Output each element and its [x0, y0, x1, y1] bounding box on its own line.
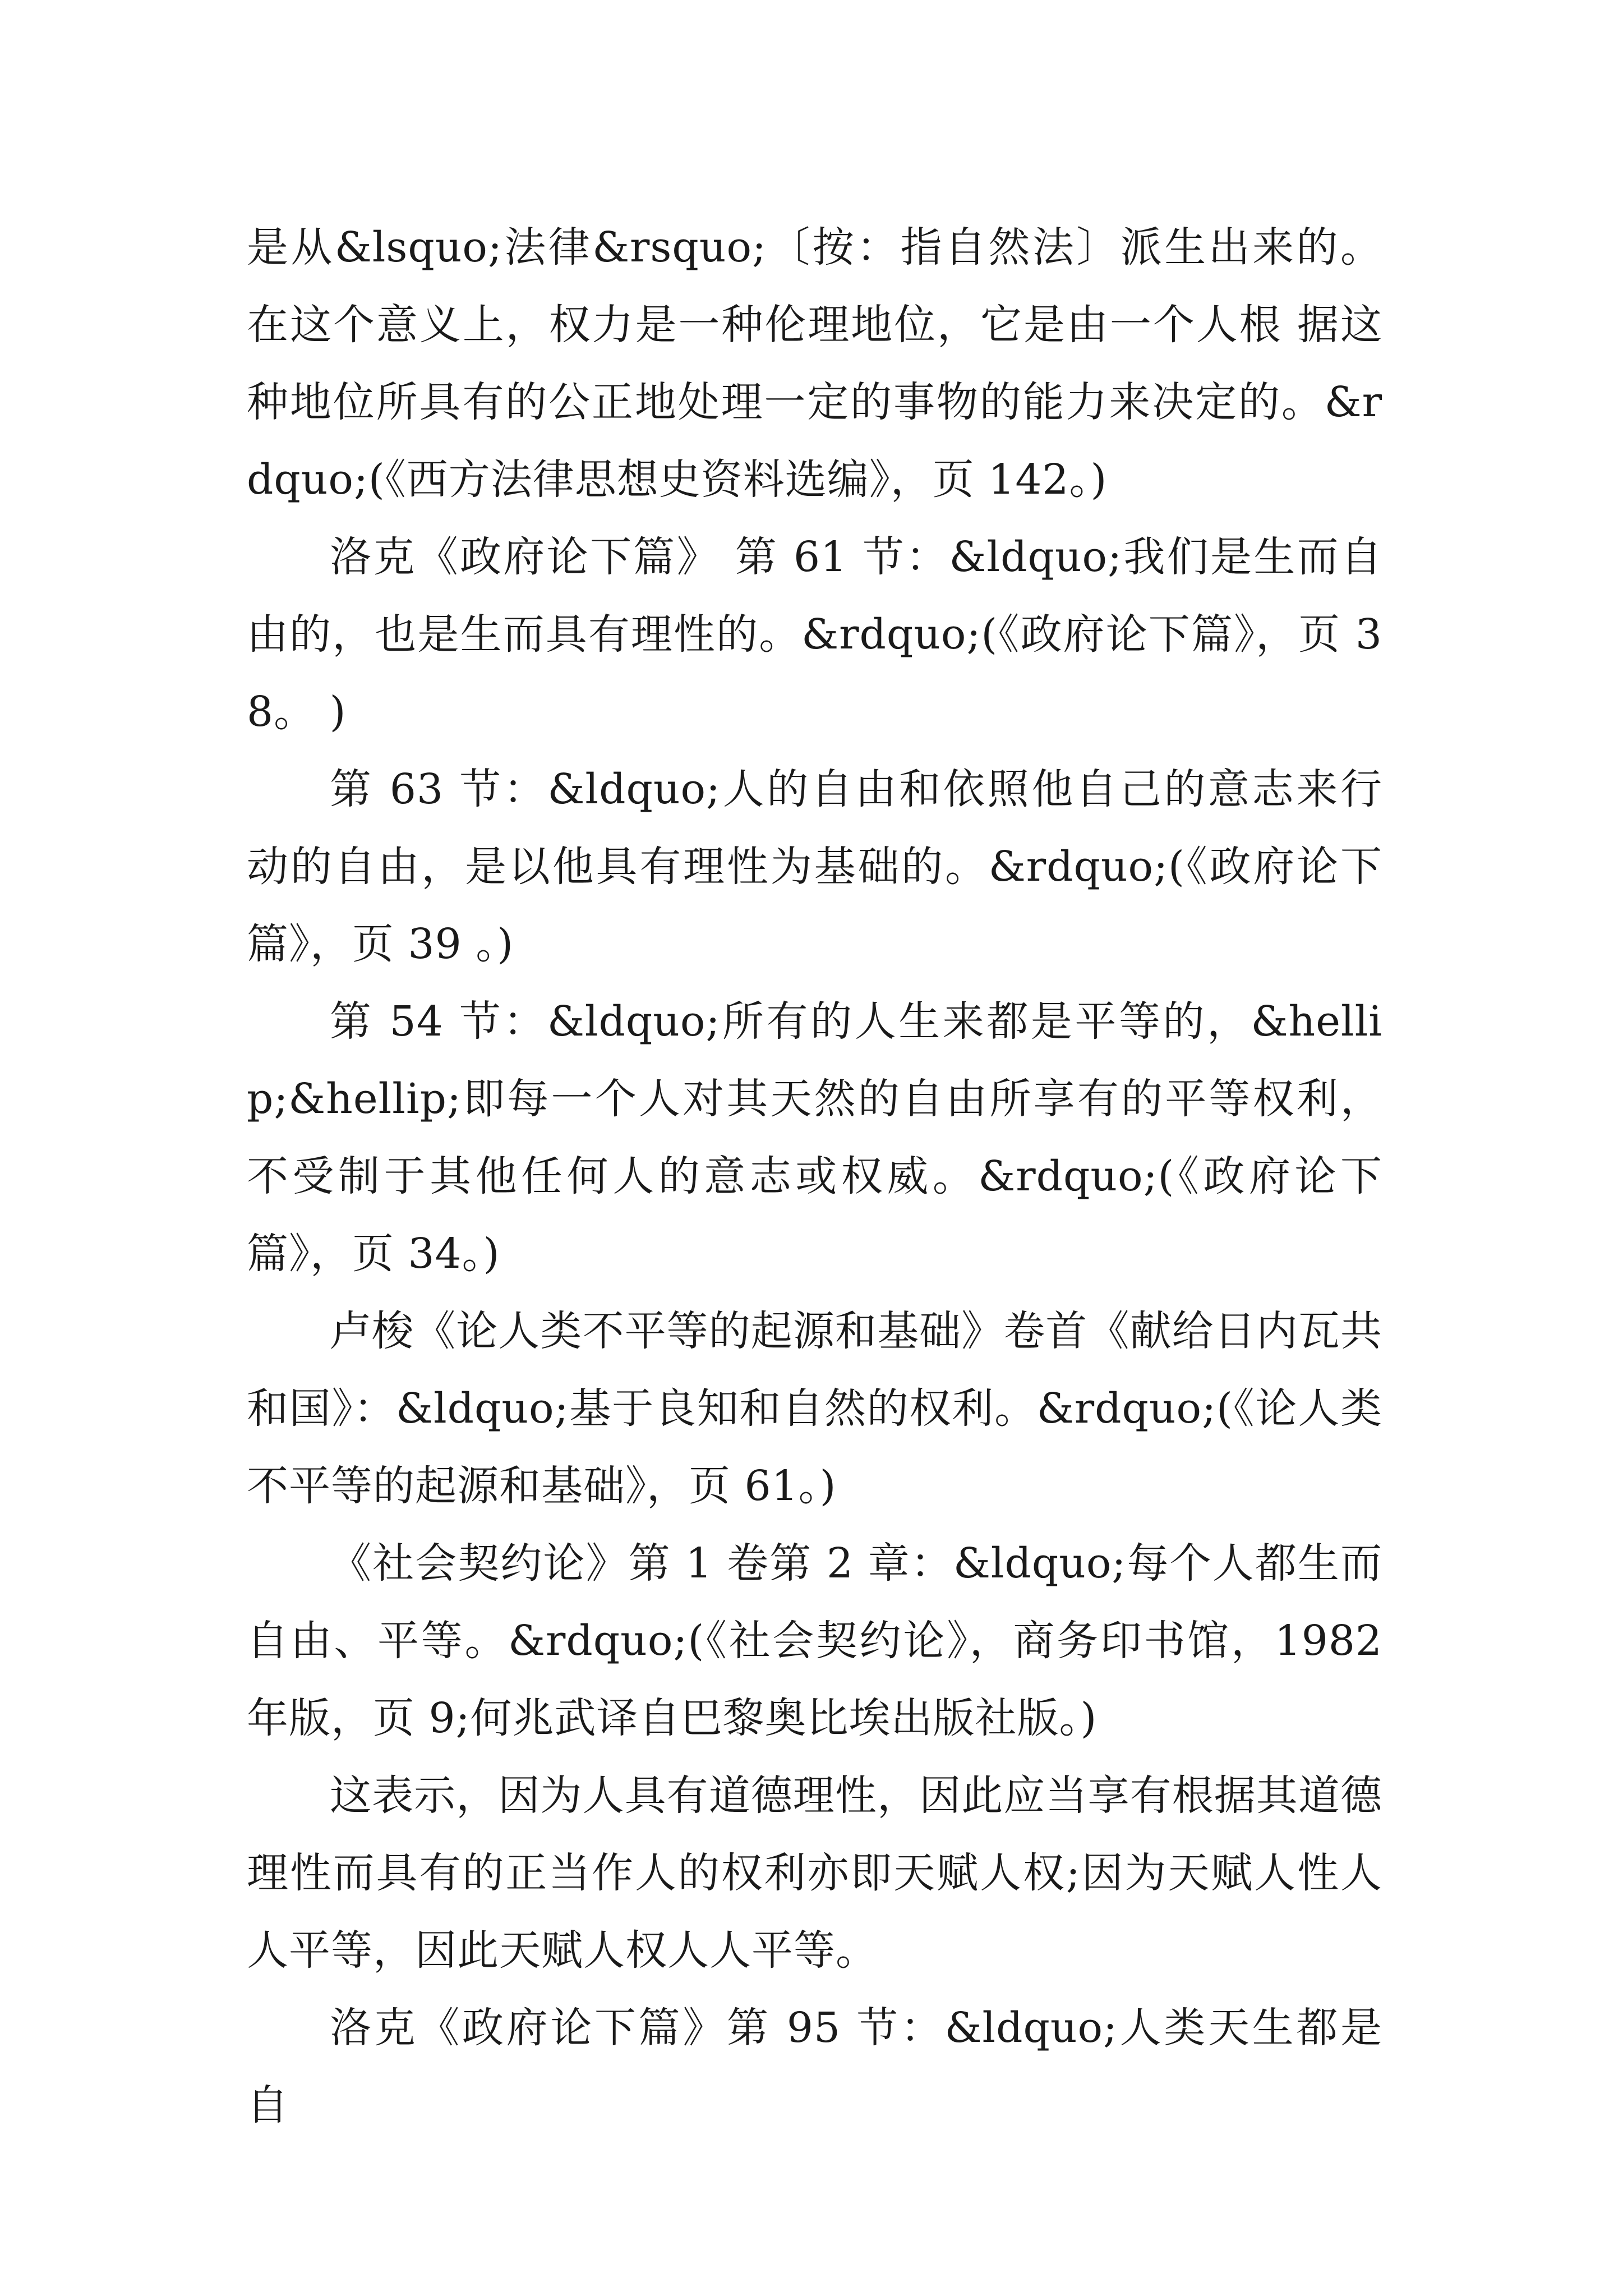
paragraph-locke-61: 洛克《政府论下篇》 第 61 节：&ldquo;我们是生而自由的，也是生而具有理性的。&rdquo;(《政府论下篇》，页 38。 )	[247, 533, 1382, 736]
paragraph-locke-95: 洛克《政府论下篇》第 95 节：&ldquo;人类天生都是自	[247, 2004, 1382, 2129]
paragraph-commentary: 这表示，因为人具有道德理性，因此应当享有根据其道德理性而具有的正当作人的权利亦即天赋人权;因为天赋人性人人平等，因此天赋人权人人平等。	[247, 1772, 1382, 1975]
paragraph-locke-54: 第 54 节：&ldquo;所有的人生来都是平等的，&hellip;&hellip;即每一个人对其天然的自由所享有的平等权利，不受制于其他任何人的意志或权威。&rdquo;(《政府论下篇》，页 34。)	[247, 997, 1382, 1278]
paragraph-locke-63: 第 63 节：&ldquo;人的自由和依照他自己的意志来行动的自由，是以他具有理性为基础的。&rdquo;(《政府论下篇》，页 39 。)	[247, 765, 1382, 968]
document-body	[247, 209, 1382, 2144]
paragraph-rousseau-inequality: 卢梭《论人类不平等的起源和基础》卷首《献给日内瓦共和国》：&ldquo;基于良知和自然的权利。&rdquo;(《论人类不平等的起源和基础》，页 61。)	[247, 1307, 1382, 1510]
paragraph-social-contract: 《社会契约论》第 1 卷第 2 章：&ldquo;每个人都生而自由、平等。&rdquo;(《社会契约论》，商务印书馆，1982 年版，页 9;何兆武译自巴黎奥比埃出版社版。)	[247, 1539, 1382, 1742]
paragraph-continued: 是从&lsquo;法律&rsquo;〔按：指自然法〕派生出来的。在这个意义上，权力是一种伦理地位，它是由一个人根 据这种地位所具有的公正地处理一定的事物的能力来决定的。&rdquo;(《西方法律思想史资料选编》，页 142。)	[247, 223, 1382, 504]
